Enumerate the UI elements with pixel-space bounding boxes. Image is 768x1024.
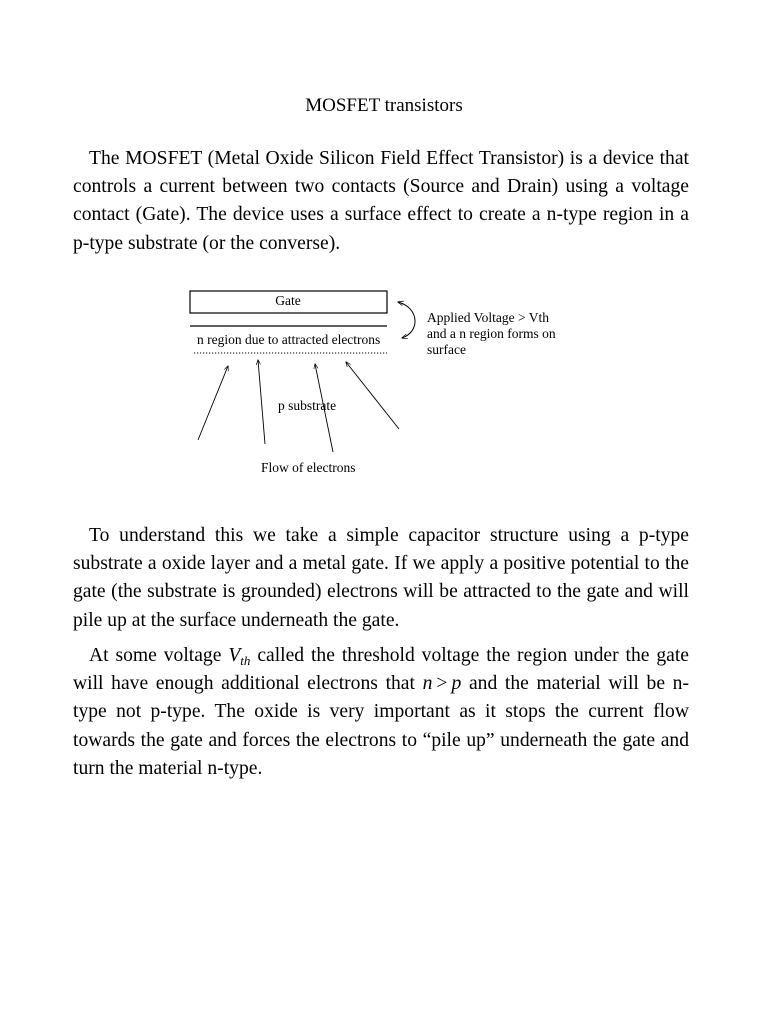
substrate-label: p substrate: [278, 398, 337, 413]
applied-voltage-line2: and a n region forms on: [427, 326, 556, 341]
page-title: MOSFET transistors: [305, 95, 463, 116]
capacitor-paragraph: To understand this we take a simple capacitor structure using a p-type substrate a oxide layer and a metal gate. If we apply a positive potential to the gate (the substrate is grounded) electrons will be attracted to the gate and will pile up at the surface underneath the gate.: [73, 525, 689, 631]
gate-label: Gate: [275, 293, 301, 308]
applied-voltage-line3: surface: [427, 342, 466, 357]
flow-arrow-1: [198, 366, 228, 440]
threshold-paragraph: At some voltage $V_{th}$ called the threshold voltage the region under the gate will have enough additional electrons that n > p and the material will be n-type not p-type. The oxide is very important as it stops the current flow towards the gate and forces the electrons to “pile up” underneath the gate and turn the material n-type.: [73, 645, 690, 779]
mosfet-diagram: [180, 282, 580, 482]
applied-voltage-arrow: [398, 302, 415, 338]
applied-voltage-line1: Applied Voltage > Vth: [427, 310, 549, 325]
flow-label: Flow of electrons: [261, 460, 356, 475]
flow-arrow-2: [258, 360, 265, 444]
n-region-label: n region due to attracted electrons: [197, 332, 381, 347]
intro-paragraph: The MOSFET (Metal Oxide Silicon Field Effect Transistor) is a device that controls a current between two contacts (Source and Drain) using a voltage contact (Gate). The device uses a surface effect to create a n-type region in a p-type substrate (or the converse).: [73, 148, 689, 254]
flow-arrow-4: [346, 362, 399, 429]
